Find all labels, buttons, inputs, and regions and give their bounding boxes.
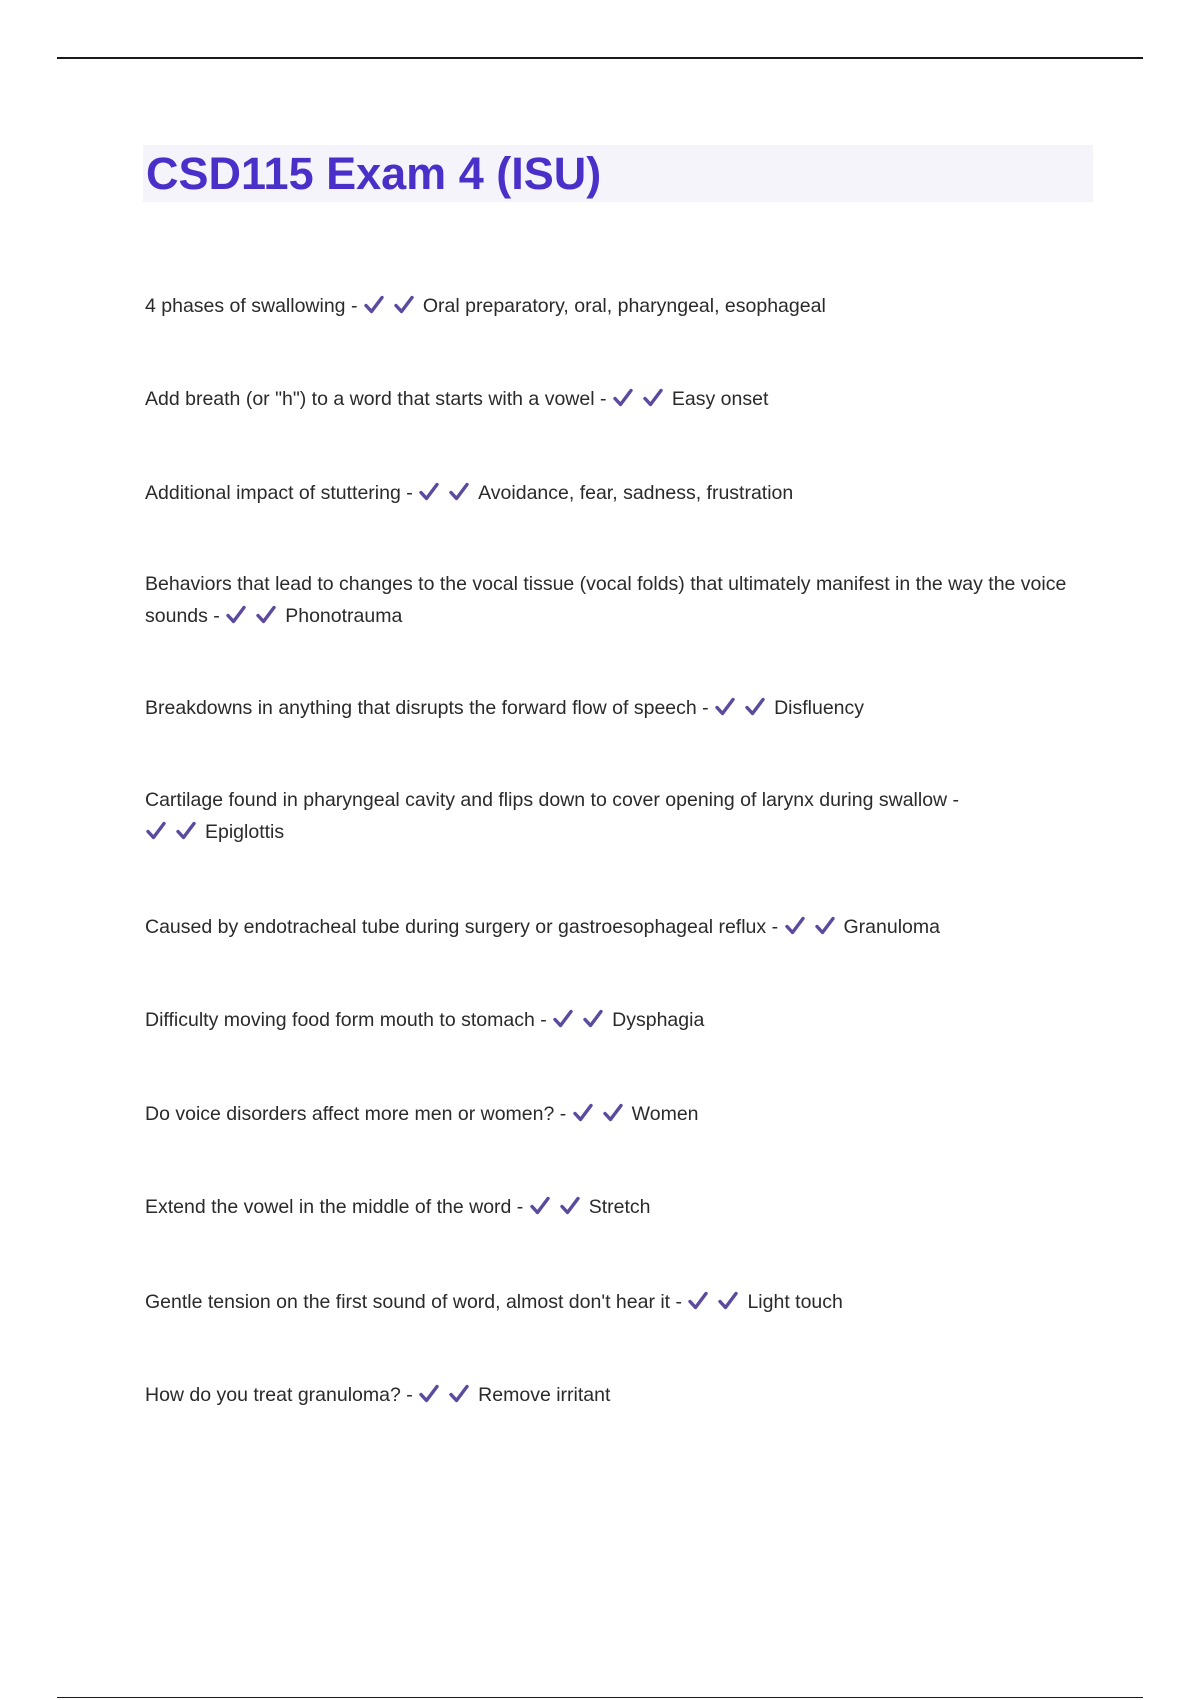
answer-text: Oral preparatory, oral, pharyngeal, esophageal <box>422 295 826 317</box>
answer-group <box>552 1009 704 1031</box>
answer-group <box>418 482 793 504</box>
bottom-rule <box>57 1697 1143 1698</box>
separator: - <box>400 482 419 504</box>
qa-item <box>145 383 1075 415</box>
answer-text: Disfluency <box>774 697 865 719</box>
check-icon <box>552 1008 574 1030</box>
question-text: Extend the vowel in the middle of the word <box>145 1196 512 1218</box>
separator: - <box>207 605 226 627</box>
check-icon <box>393 294 415 316</box>
separator: - <box>766 916 784 938</box>
answer-text: Avoidance, fear, sadness, frustration <box>478 482 794 504</box>
answer-group <box>687 1291 842 1313</box>
check-icon <box>363 294 385 316</box>
page-title: CSD115 Exam 4 (ISU) <box>146 148 602 199</box>
check-icon <box>602 1102 624 1124</box>
check-icon <box>784 915 806 937</box>
question-text: Difficulty moving food form mouth to stomach <box>145 1009 535 1031</box>
question-text: Additional impact of stuttering <box>145 482 401 504</box>
answer-text: Phonotrauma <box>285 605 403 627</box>
question-text: Caused by endotracheal tube during surgery or gastroesophageal reflux <box>145 916 767 938</box>
question-text: 4 phases of swallowing <box>145 295 346 317</box>
check-icon <box>448 1383 470 1405</box>
answer-group <box>145 821 284 843</box>
separator: - <box>511 1196 529 1218</box>
qa-item <box>145 784 1075 848</box>
question-text: Gentle tension on the first sound of word, almost don't hear it <box>145 1291 671 1313</box>
answer-text: Epiglottis <box>205 821 285 843</box>
check-icon <box>687 1290 709 1312</box>
check-icon <box>529 1195 551 1217</box>
answer-group <box>714 697 864 719</box>
answer-group <box>363 295 826 317</box>
question-text: Behaviors that lead to changes to the vocal tissue (vocal folds) that ultimately manifest in the way the voice sounds <box>145 573 1067 627</box>
answer-text: Remove irritant <box>478 1384 611 1406</box>
check-icon <box>175 820 197 842</box>
answer-text: Granuloma <box>843 916 940 938</box>
answer-group <box>418 1384 610 1406</box>
check-icon <box>582 1008 604 1030</box>
check-icon <box>572 1102 594 1124</box>
question-text: Add breath (or "h") to a word that starts with a vowel <box>145 388 595 410</box>
question-text: Breakdowns in anything that disrupts the forward flow of speech <box>145 697 697 719</box>
check-icon <box>744 696 766 718</box>
qa-item <box>145 568 1075 632</box>
answer-text: Dysphagia <box>612 1009 705 1031</box>
qa-item <box>145 1191 1075 1223</box>
answer-text: Easy onset <box>671 388 769 410</box>
separator: - <box>696 697 715 719</box>
qa-item <box>145 1098 1075 1130</box>
answer-group <box>572 1103 699 1125</box>
answer-group <box>612 388 768 410</box>
separator: - <box>400 1384 419 1406</box>
separator: - <box>534 1009 553 1031</box>
separator: - <box>594 388 612 410</box>
qa-item <box>145 290 1075 322</box>
check-icon <box>714 696 736 718</box>
qa-item <box>145 1379 1075 1411</box>
check-icon <box>418 1383 440 1405</box>
check-icon <box>814 915 836 937</box>
separator: - <box>345 295 363 317</box>
check-icon <box>255 604 277 626</box>
check-icon <box>612 387 634 409</box>
question-text: Cartilage found in pharyngeal cavity and flips down to cover opening of larynx during swallow <box>145 789 948 811</box>
answer-text: Light touch <box>747 1291 843 1313</box>
check-icon <box>559 1195 581 1217</box>
check-icon <box>642 387 664 409</box>
qa-item <box>145 1286 1075 1318</box>
separator: - <box>947 789 960 811</box>
check-icon <box>145 820 167 842</box>
answer-text: Women <box>631 1103 699 1125</box>
check-icon <box>225 604 247 626</box>
check-icon <box>717 1290 739 1312</box>
top-rule <box>57 57 1143 59</box>
qa-item <box>145 1004 1075 1036</box>
answer-group <box>225 605 402 627</box>
answer-group <box>529 1196 651 1218</box>
answer-text: Stretch <box>588 1196 651 1218</box>
check-icon <box>448 481 470 503</box>
separator: - <box>554 1103 572 1125</box>
question-text: How do you treat granuloma? <box>145 1384 401 1406</box>
answer-group <box>784 916 940 938</box>
question-text: Do voice disorders affect more men or women? <box>145 1103 555 1125</box>
separator: - <box>670 1291 688 1313</box>
qa-item <box>145 692 1075 724</box>
qa-item <box>145 911 1075 943</box>
check-icon <box>418 481 440 503</box>
qa-item <box>145 477 1075 509</box>
